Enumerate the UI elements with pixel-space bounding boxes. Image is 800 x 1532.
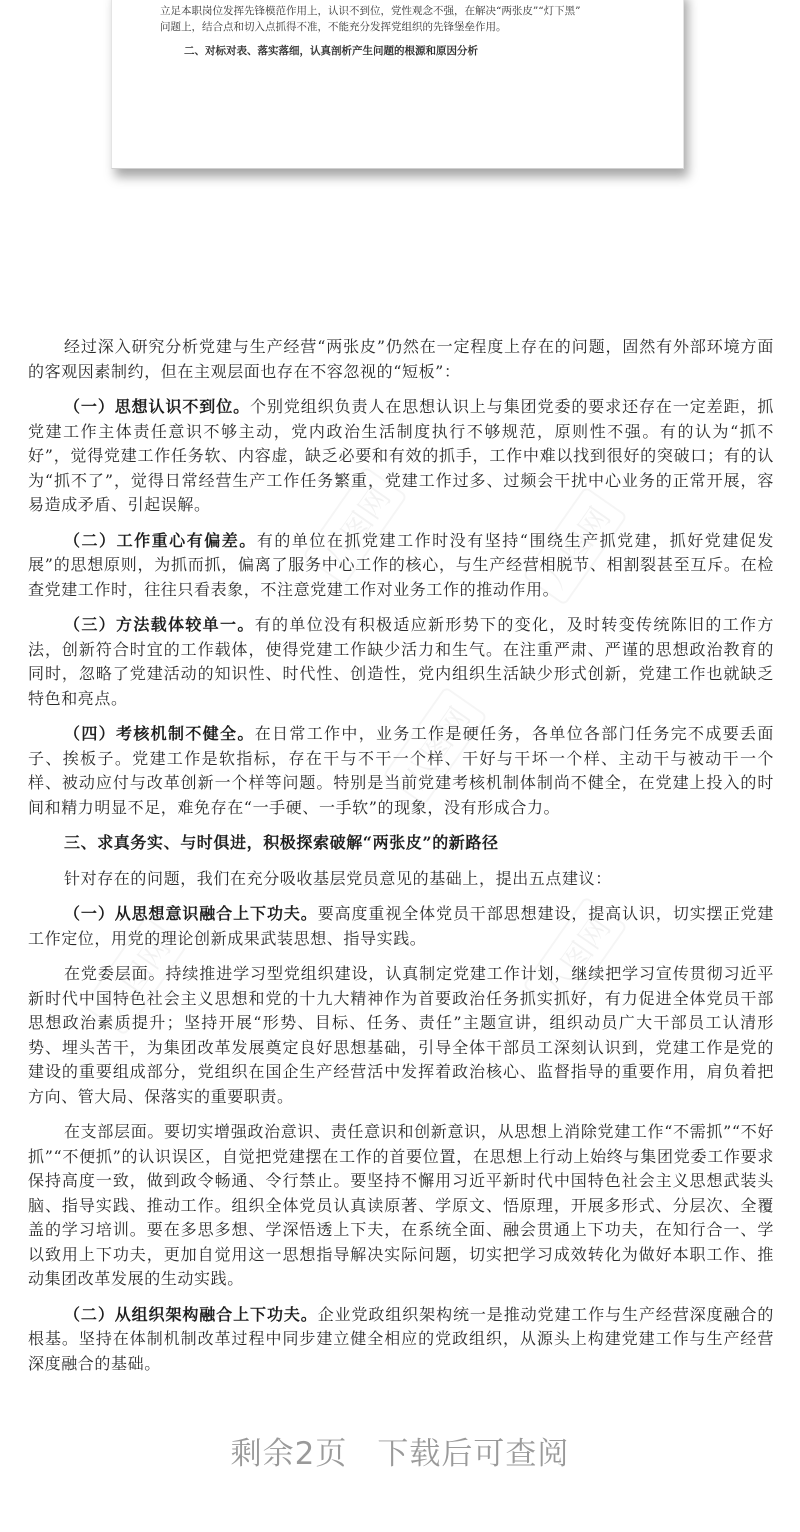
problem-title: （一）思想认识不到位。 [64, 397, 251, 416]
remaining-pages-label: 剩余2页 [230, 1436, 348, 1472]
suggestion-title: （一）从思想意识融合上下功夫。 [64, 904, 318, 923]
watermark: 八图网 [522, 486, 628, 606]
suggestion-paragraph-2: （二）从组织架构融合上下功夫。企业党政组织架构统一是推动党建工作与生产经营深度融合的根基。坚持在体制机制改革过程中同步建立健全相应的党政组织，从源头上构建党建工作与生产经营深度融合的基础。 [28, 1304, 774, 1373]
problem-paragraph-2: （二）工作重心有偏差。有的单位在抓党建工作时没有坚持“围绕生产抓党建，抓好党建促发展”的思想原则，为抓而抓，偏离了服务中心工作的核心，与生产经营相脱节、相割裂甚至互斥。在检查党建工作时，往往只看表象，不注意党建工作对业务工作的推动作用。 [28, 530, 774, 599]
preview-text-line: 问题上，结合点和切入点抓得不准，不能充分发挥党组织的先锋堡垒作用。 [160, 21, 507, 33]
section-3-heading: 三、求真务实、与时俱进，积极探索破解“两张皮”的新路径 [64, 833, 499, 852]
preview-text-line: 立足本职岗位发挥先锋模范作用上，认识不到位，党性观念不强，在解决“两张皮”“灯下黑” [160, 5, 581, 17]
problem-title: （三）方法载体较单一。 [64, 615, 255, 634]
section-3-intro: 针对存在的问题，我们在充分吸收基层党员意见的基础上，提出五点建议： [64, 868, 612, 888]
branch-level-paragraph: 在支部层面。要切实增强政治意识、责任意识和创新意识，从思想上消除党建工作“不需抓”“不好抓”“不便抓”的认识误区，自觉把党建摆在工作的首要位置，在思想上行动上始终与集团党委工作要求保持高度一致，做到政令畅通、令行禁止。要坚持不懈用习近平新时代中国特色社会主义思想武装头脑、指导实践、推动工作。组织全体党员认真读原著、学原文、悟原理，开展多形式、分层次、全覆盖的学习培训。要在多思多想、学深悟透上下夫，在系统全面、融会贯通上下功夫，在知行合一、学以致用上下功夫，更加自觉用这一思想指导解决实际问题，切实把学习成效转化为做好本职工作、推动集团改革发展的生动实践。 [28, 1122, 774, 1288]
problem-paragraph-1: （一）思想认识不到位。个别党组织负责人在思想认识上与集团党委的要求还存在一定差距，抓党建工作主体责任意识不够主动，党内政治生活制度执行不够规范，原则性不强。有的认为“抓不好”，觉得党建工作任务软、内容虚，缺乏必要和有效的抓手，工作中难以找到很好的突破口；有的认为“抓不了”，觉得日常经营生产工作任务繁重，党建工作过多、过频会干扰中心业务的正常开展，容易造成矛盾、引起误解。 [28, 397, 774, 514]
suggestion-paragraph-1: （一）从思想意识融合上下功夫。要高度重视全体党员干部思想建设，提高认识，切实摆正党建工作定位，用党的理论创新成果武装思想、指导实践。 [28, 904, 774, 948]
watermark: 八图网 [302, 466, 408, 586]
problem-paragraph-3: （三）方法载体较单一。有的单位没有积极适应新形势下的变化，及时转变传统陈旧的工作方法，创新符合时宜的工作载体，使得党建工作缺少活力和生气。在注重严肃、严谨的思想政治教育的同时，忽略了党建活动的知识性、时代性、创造性，党内组织生活缺少形式创新，党建工作也就缺乏特色和亮点。 [28, 615, 774, 708]
page-preview-card [111, 0, 684, 169]
remaining-pages-banner[interactable] [0, 1428, 800, 1473]
problem-title: （四）考核机制不健全。 [64, 724, 255, 743]
document-body [28, 335, 774, 1387]
problem-title: （二）工作重心有偏差。 [64, 530, 257, 550]
preview-section-heading: 二、对标对表、落实落细，认真剖析产生问题的根源和原因分析 [184, 45, 478, 57]
problem-paragraph-4: （四）考核机制不健全。在日常工作中，业务工作是硬任务，各单位各部门任务完不成要丢面子、挨板子。党建工作是软指标，存在干与不干一个样、干好与干坏一个样、主动干与被动干一个样、被动应付与改革创新一个样等问题。特别是当前党建考核机制体制尚不健全，在党建上投入的时间和精力明显不足，难免存在“一手硬、一手软”的现象，没有形成合力。 [28, 724, 774, 817]
watermark: 八图网 [522, 896, 628, 1016]
intro-paragraph: 经过深入研究分析党建与生产经营“两张皮”仍然在一定程度上存在的问题，固然有外部环境方面的客观因素制约，但在主观层面也存在不容忽视的“短板”： [28, 337, 774, 381]
watermark: 八图网 [382, 686, 488, 806]
watermark: 八图网 [82, 916, 188, 1036]
download-to-view-label: 下载后可查阅 [377, 1436, 570, 1472]
suggestion-title: （二）从组织架构融合上下功夫。 [64, 1304, 318, 1324]
party-committee-paragraph: 在党委层面。持续推进学习型党组织建设，认真制定党建工作计划，继续把学习宣传贯彻习近平新时代中国特色社会主义思想和党的十九大精神作为首要政治任务抓实抓好，有力促进全体党员干部思想政治素质提升；坚持开展“形势、目标、任务、责任”主题宣讲，组织动员广大干部员工认清形势、埋头苦干，为集团改革发展奠定良好思想基础，引导全体干部员工深刻认识到，党建工作是党的建设的重要组成部分，党组织在国企生产经营活中发挥着政治核心、监督指导的重要作用，肩负着把方向、管大局、保落实的重要职责。 [28, 964, 774, 1106]
